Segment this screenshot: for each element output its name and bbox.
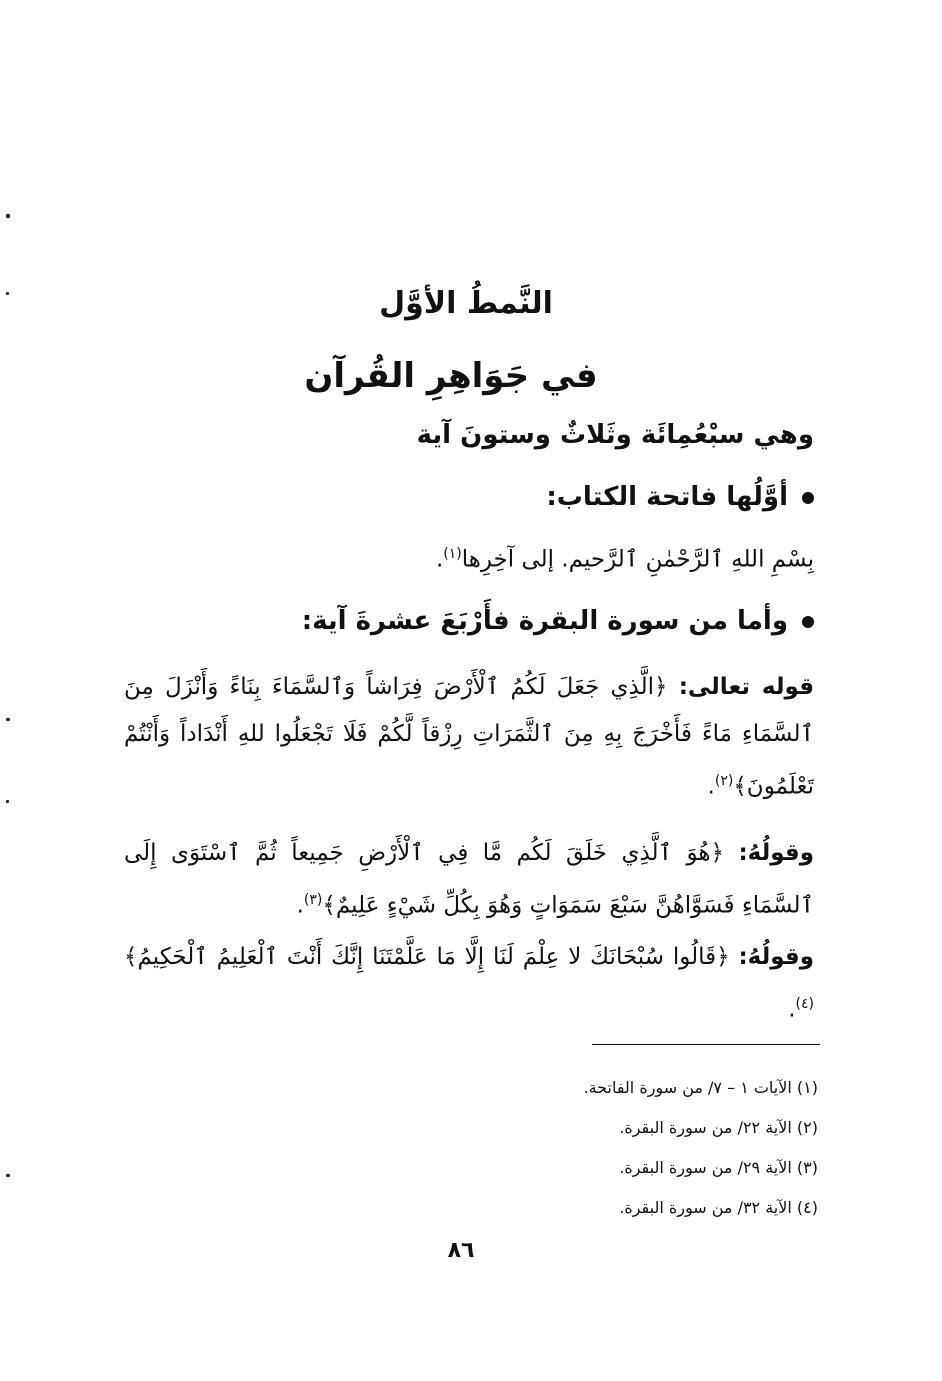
footnote-ref: (١) <box>443 546 462 562</box>
basmala-text: بِسْمِ اللهِ ٱلرَّحْمٰنِ ٱلرَّحيم. إلى آخِرِها <box>461 546 814 573</box>
footnote-ref: (٣) <box>303 892 323 908</box>
scan-speck <box>6 718 10 721</box>
line-end: . <box>788 996 796 1023</box>
verse-text: ﴿هُوَ ٱلَّذِي خَلَقَ لَكُم مَّا فِي ٱلْأَرْضِ جَمِيعاً ثُمَّ ٱسْتَوَى إِلَى ٱلسَّمَاءِ فَسَوَّاهُنَّ سَبْعَ سَمَوَاتٍ وَهُوَ بِكُلِّ شَيْءٍ عَلِيمٌ﴾ <box>124 840 814 919</box>
section-fatiha-heading-text: أوَّلُها فاتحة الكتاب: <box>546 482 788 512</box>
bullet-icon <box>802 492 814 504</box>
footnote-ref: (٤) <box>795 996 814 1012</box>
verse-count-line: وهي سبْعُمِائَة وثَلاثٌ وستونَ آية <box>416 420 814 450</box>
footnote-ref: (٢) <box>714 773 734 789</box>
footnote-3: (٣) الآية ٢٩/ من سورة البقرة. <box>619 1158 818 1177</box>
footnotes <box>398 1068 818 1228</box>
verse-text: ﴿قَالُوا سُبْحَانَكَ لا عِلْمَ لَنَا إِلَّا مَا عَلَّمْتَنَا إِنَّكَ أَنْتَ ٱلْعَلِيمُ ٱلْحَكِيمُ﴾ <box>124 944 730 970</box>
verse-text: ﴿الَّذِي جَعَلَ لَكُمُ ٱلْأَرْضَ فِرَاشاً وَٱلسَّمَاءَ بِنَاءً وَأَنْزَلَ مِنَ ٱلسَّمَاءِ مَاءً فَأَخْرَجَ بِهِ مِنَ ٱلثَّمَرَاتِ رِزْقاً لَّكُمْ فَلَا تَجْعَلُوا للهِ أَنْدَاداً وَأَنْتُمْ تَعْلَمُونَ﴾ <box>124 674 814 800</box>
line-end: . <box>296 892 304 919</box>
page-number: ٨٦ <box>447 1238 475 1263</box>
chapter-title: النَّمطُ الأوَّل <box>379 286 553 321</box>
verse-lead: قوله تعالى: <box>678 674 815 700</box>
footnote-2: (٢) الآية ٢٢/ من سورة البقرة. <box>619 1118 818 1137</box>
scan-speck <box>6 1174 10 1177</box>
basmala-line <box>436 546 814 573</box>
verse-paragraph-2 <box>124 830 814 930</box>
line-end: . <box>435 546 444 573</box>
chapter-subtitle: في جَوَاهِرِ القُرآن <box>304 356 598 396</box>
line-end: . <box>707 773 715 800</box>
verse-lead: وقولُهُ: <box>738 840 814 866</box>
scan-speck <box>6 800 9 803</box>
bullet-icon <box>802 616 814 628</box>
verse-lead: وقولُهُ: <box>738 944 815 970</box>
footnote-4: (٤) الآية ٣٢/ من سورة البقرة. <box>619 1198 818 1217</box>
scan-speck <box>6 214 10 218</box>
section-fatiha-heading <box>546 482 814 512</box>
section-baqara-heading-text: وأما من سورة البقرة فأَرْبَعَ عشرةَ آية: <box>301 606 788 636</box>
section-baqara-heading <box>302 606 814 636</box>
verse-paragraph-1 <box>124 664 814 811</box>
footnote-divider <box>592 1044 820 1045</box>
footnote-1: (١) الآيات ١ – ٧/ من سورة الفاتحة. <box>583 1078 818 1097</box>
verse-paragraph-3 <box>124 934 814 1034</box>
